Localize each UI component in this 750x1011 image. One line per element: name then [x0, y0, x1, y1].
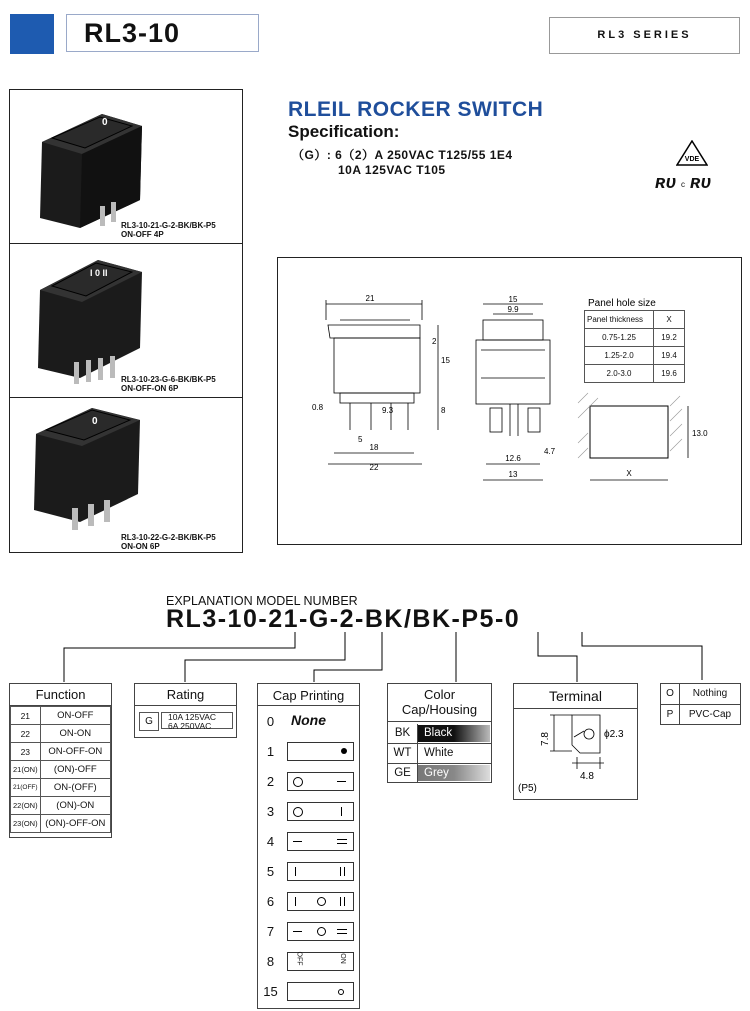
ul-mark-icon: ʀᴜ — [655, 172, 677, 192]
svg-text:I 0 II: I 0 II — [90, 268, 108, 278]
color-code-black: BK — [388, 724, 418, 743]
function-code: 23 — [11, 743, 41, 761]
cap-num: 6 — [266, 894, 275, 909]
model-part-terminal: P5 — [461, 605, 495, 633]
panel-row-1-x: 19.2 — [654, 329, 685, 347]
product-panel-3 — [9, 397, 243, 553]
terminal-drawing — [514, 709, 637, 799]
color-code-grey: GE — [388, 764, 418, 782]
page-title: RL3-10 — [84, 18, 181, 48]
color-title-1: Color — [423, 687, 456, 702]
model-part-rating: G — [308, 605, 330, 633]
dim-8: 8 — [441, 406, 446, 415]
cap-symbol-o-i-icon — [287, 802, 354, 821]
cap-row-15 — [258, 977, 358, 1007]
cap-num: 8 — [266, 954, 275, 969]
option-box — [660, 683, 741, 725]
product-code-2: RL3-10-23-G-6-BK/BK-P5 — [121, 375, 216, 384]
dim-12-6: 12.6 — [505, 454, 521, 463]
model-sep: - — [258, 605, 269, 633]
function-desc: (ON)-OFF-ON — [40, 815, 110, 833]
vde-text: VDE — [684, 156, 700, 163]
dim-22: 22 — [369, 463, 379, 472]
color-name-grey: Grey — [418, 765, 490, 781]
panel-hole-table — [584, 310, 685, 383]
option-code-o: O — [661, 684, 680, 704]
function-desc: (ON)-ON — [40, 797, 110, 815]
rating-box — [134, 683, 237, 738]
switch-photo-3 — [10, 398, 242, 552]
function-desc: (ON)-OFF — [40, 761, 110, 779]
vde-mark-icon — [676, 140, 708, 166]
product-panel-2 — [9, 243, 243, 398]
option-code-p: P — [661, 705, 680, 724]
dim-13: 13 — [508, 470, 518, 479]
color-row-white — [388, 744, 491, 764]
color-code-white: WT — [388, 744, 418, 763]
cap-symbol-small-o-icon — [287, 982, 354, 1001]
product-desc-1: ON-OFF 4P — [121, 230, 164, 239]
color-box — [387, 683, 492, 783]
cap-symbol-off-on-icon: OFF ON — [287, 952, 354, 971]
function-code: 21 — [11, 707, 41, 725]
function-desc: ON-OFF — [40, 707, 110, 725]
series-label: RL3 SERIES — [549, 17, 740, 54]
cap-num: 3 — [266, 804, 275, 819]
cap-symbol-i-ii-icon — [287, 862, 354, 881]
terminal-dim-7-8: 7.8 — [540, 732, 551, 746]
cap-num: 2 — [266, 774, 275, 789]
terminal-dim-4-8: 4.8 — [580, 771, 594, 782]
brand-square — [10, 14, 54, 54]
cap-printing-box — [257, 683, 360, 1009]
product-desc-2: ON-OFF-ON 6P — [121, 384, 179, 393]
cap-symbol-dash-equals-icon — [287, 832, 354, 851]
cap-row-3 — [258, 797, 358, 827]
cap-printing-title: Cap Printing — [258, 684, 359, 706]
model-sep: - — [355, 605, 365, 633]
product-desc-3: ON-ON 6P — [121, 542, 160, 551]
function-title: Function — [10, 684, 111, 706]
function-code: 21(ON) — [11, 761, 41, 779]
dim-21: 21 — [365, 294, 375, 303]
product-heading: RLEIL ROCKER SWITCH — [288, 98, 544, 121]
terminal-title: Terminal — [514, 684, 637, 709]
spec-line-2: 10A 125VAC T105 — [338, 163, 446, 177]
panel-row-3-thickness: 2.0-3.0 — [585, 365, 654, 383]
dim-9-3: 9.3 — [382, 406, 394, 415]
option-row-pvc — [661, 705, 740, 724]
cap-row-2 — [258, 767, 358, 797]
model-part-color: BK/BK — [364, 605, 452, 633]
model-sep: - — [329, 605, 340, 633]
cap-row-0 — [258, 707, 358, 737]
panel-row-1-thickness: 0.75-1.25 — [585, 329, 654, 347]
cap-num: 1 — [266, 744, 275, 759]
model-sep: - — [494, 605, 505, 633]
dim-15: 15 — [441, 356, 450, 365]
cap-row-1 — [258, 737, 358, 767]
cap-symbol-i-o-ii-icon — [287, 892, 354, 911]
dim-0-8: 0.8 — [312, 403, 324, 412]
dim-13-0: 13.0 — [692, 429, 708, 438]
model-part-function: 21 — [268, 605, 300, 633]
rating-code: G — [139, 712, 159, 731]
function-box — [9, 683, 112, 838]
cap-symbol-dot-icon — [287, 742, 354, 761]
cap-row-4 — [258, 827, 358, 857]
cap-row-8 — [258, 947, 358, 977]
option-desc-nothing: Nothing — [692, 688, 728, 699]
dim-front-15: 15 — [508, 295, 518, 304]
cap-num: 7 — [266, 924, 275, 939]
c-mark: c — [681, 180, 685, 189]
panel-hole-title: Panel hole size — [588, 298, 656, 309]
explanation-label: EXPLANATION MODEL NUMBER — [166, 594, 358, 608]
panel-row-2-thickness: 1.25-2.0 — [585, 347, 654, 365]
cap-row-6 — [258, 887, 358, 917]
connector-lines — [0, 630, 750, 685]
spec-title: Specification: — [288, 122, 400, 141]
dim-18: 18 — [369, 443, 379, 452]
dimension-drawing — [278, 258, 741, 544]
function-desc: ON-(OFF) — [40, 779, 110, 797]
svg-text:0: 0 — [92, 416, 98, 427]
cap-row-7 — [258, 917, 358, 947]
function-code: 22(ON) — [11, 797, 41, 815]
color-title-2: Cap/Housing — [401, 702, 478, 717]
cap-num: 4 — [266, 834, 275, 849]
dim-2: 2 — [432, 337, 437, 346]
dim-4-7: 4.7 — [544, 447, 556, 456]
panel-row-2-x: 19.4 — [654, 347, 685, 365]
dim-x: X — [626, 469, 632, 478]
model-sep: - — [299, 605, 309, 633]
model-sep: - — [451, 605, 462, 633]
color-name-white: White — [424, 747, 454, 759]
terminal-box — [513, 683, 638, 800]
cul-mark-icon: ʀᴜ — [690, 172, 712, 192]
dim-9-9: 9.9 — [507, 305, 519, 314]
option-row-nothing — [661, 684, 740, 705]
drawing-panel — [277, 257, 742, 545]
model-part-series: RL3-10 — [166, 605, 259, 633]
panel-row-3-x: 19.6 — [654, 365, 685, 383]
rating-line-1: 10A 125VAC — [168, 712, 217, 722]
spec-line-1: （G）: 6（2）A 250VAC T125/55 1E4 — [292, 148, 513, 162]
panel-header-thickness: Panel thickness — [585, 311, 654, 329]
terminal-dim-2-3: ϕ2.3 — [604, 729, 624, 740]
function-desc: ON-OFF-ON — [40, 743, 110, 761]
model-part-cap: 2 — [339, 605, 356, 633]
product-panel-1 — [9, 89, 243, 244]
dim-5: 5 — [358, 435, 363, 444]
product-code-3: RL3-10-22-G-2-BK/BK-P5 — [121, 533, 216, 542]
rating-title: Rating — [135, 684, 236, 706]
cap-num: 5 — [266, 864, 275, 879]
cap-num: 15 — [263, 984, 278, 999]
cap-none: None — [291, 712, 326, 728]
cap-symbol-dash-o-equals-icon — [287, 922, 354, 941]
model-part-option: 0 — [504, 605, 521, 633]
function-code: 22 — [11, 725, 41, 743]
svg-text:0: 0 — [102, 117, 108, 128]
cap-symbol-o-dash-icon — [287, 772, 354, 791]
rating-line-2: 6A 250VAC — [168, 720, 212, 731]
color-row-black — [388, 724, 491, 744]
cap-row-5 — [258, 857, 358, 887]
color-row-grey — [388, 764, 491, 782]
function-desc: ON-ON — [40, 725, 110, 743]
option-desc-pvc: PVC-Cap — [688, 709, 732, 720]
cap-num: 0 — [266, 714, 275, 729]
color-name-black: Black — [418, 725, 490, 742]
panel-header-x: X — [654, 311, 685, 329]
terminal-label: (P5) — [518, 783, 537, 794]
product-code-1: RL3-10-21-G-2-BK/BK-P5 — [121, 221, 216, 230]
function-code: 21(OFF) — [11, 779, 41, 797]
function-code: 23(ON) — [11, 815, 41, 833]
